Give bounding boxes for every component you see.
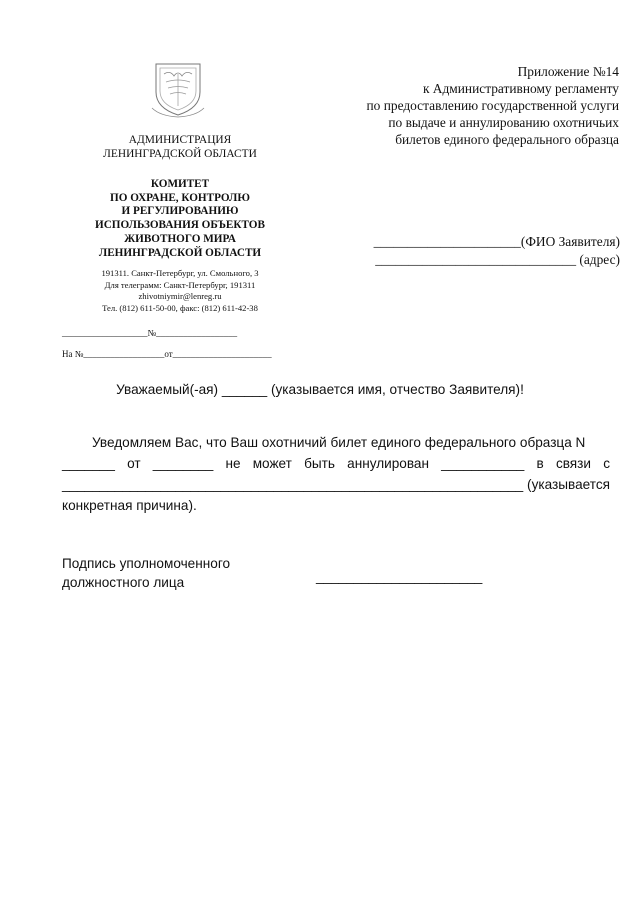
greeting: Уважаемый(-ая) ______ (указывается имя, отчество Заявителя)! bbox=[116, 382, 524, 397]
body-line: _____________________________________________________________ (указывается bbox=[62, 477, 610, 492]
applicant-address-line: ______________________________ (адрес) bbox=[375, 252, 620, 267]
contact-email: zhivotniymir@lenreg.ru bbox=[138, 291, 222, 301]
coat-of-arms-emblem bbox=[150, 60, 206, 118]
signature-label bbox=[62, 554, 230, 592]
signature-label-line: Подпись уполномоченного bbox=[62, 556, 231, 571]
signature-line: ______________________ bbox=[316, 569, 483, 584]
appendix-line: по выдаче и аннулированию охотничьих bbox=[388, 115, 619, 130]
contact-phone: Тел. (812) 611-50-00, факс: (812) 611-42-38 bbox=[102, 302, 258, 313]
body-line: _______ от ________ не может быть аннулирован ___________ в связи с bbox=[62, 456, 610, 471]
appendix-line: к Административному регламенту bbox=[422, 81, 619, 96]
committee-line: И РЕГУЛИРОВАНИЮ bbox=[121, 205, 239, 218]
appendix-line: Приложение №14 bbox=[517, 64, 619, 79]
applicant-name-line: ______________________(ФИО Заявителя) bbox=[373, 234, 620, 249]
appendix-heading bbox=[319, 63, 619, 148]
body-line: конкретная причина). bbox=[62, 498, 197, 513]
appendix-line: билетов единого федерального образца bbox=[395, 132, 619, 147]
contact-telegram: Для телеграмм: Санкт-Петербург, 191311 bbox=[104, 279, 256, 290]
outgoing-number-line: ___________________№__________________ bbox=[62, 328, 238, 338]
committee-line: ПО ОХРАНЕ, КОНТРОЛЮ bbox=[110, 191, 250, 204]
committee-line: ЛЕНИНГРАДСКОЙ ОБЛАСТИ bbox=[98, 246, 262, 259]
body-line: Уведомляем Вас, что Ваш охотничий билет единого федерального образца N bbox=[92, 435, 586, 450]
committee-line: КОМИТЕТ bbox=[150, 178, 210, 190]
admin-line: ЛЕНИНГРАДСКОЙ ОБЛАСТИ bbox=[103, 148, 257, 160]
committee-line: ЖИВОТНОГО МИРА bbox=[124, 232, 236, 245]
committee-line: ИСПОЛЬЗОВАНИЯ ОБЪЕКТОВ bbox=[95, 219, 265, 232]
administration-heading bbox=[60, 133, 300, 161]
reference-number-line: На №__________________от______________________ bbox=[62, 349, 272, 359]
contact-block bbox=[60, 268, 300, 314]
signature-label-line: должностного лица bbox=[62, 575, 185, 590]
admin-line: АДМИНИСТРАЦИЯ bbox=[128, 134, 232, 146]
notification-body bbox=[62, 432, 610, 516]
contact-address: 191311. Санкт-Петербург, ул. Смольного, 3 bbox=[101, 268, 259, 278]
committee-heading bbox=[60, 178, 300, 260]
appendix-line: по предоставлению государственной услуги bbox=[366, 98, 619, 113]
